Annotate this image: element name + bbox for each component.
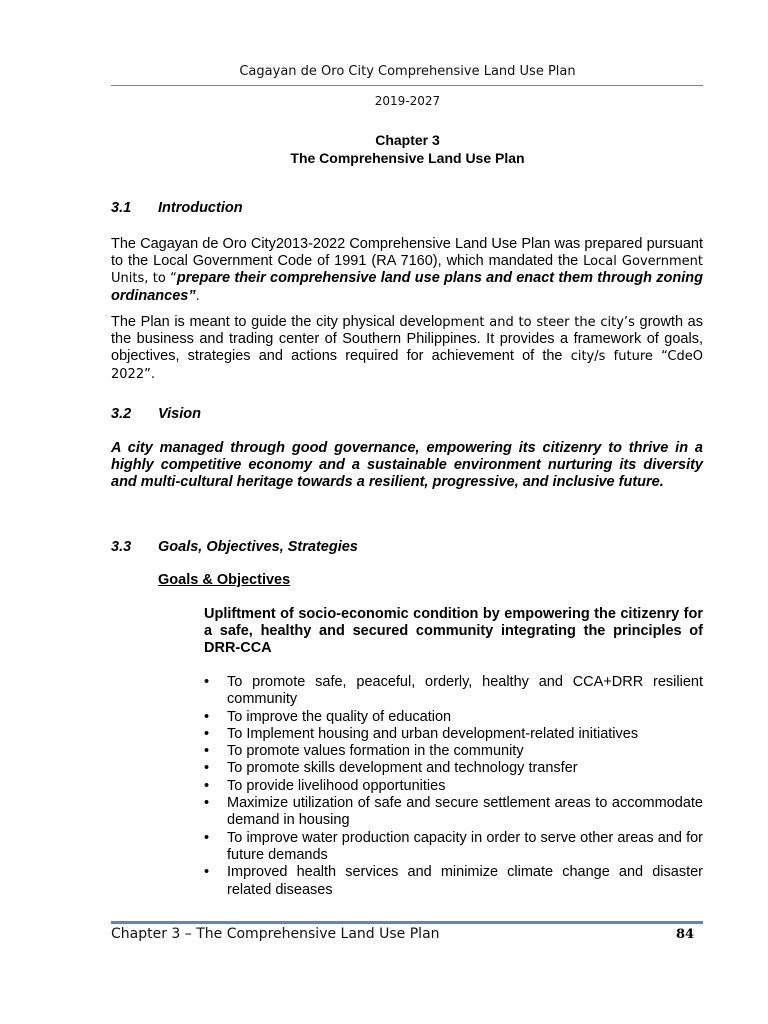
objective-text: To promote skills development and technology transfer <box>227 760 578 777</box>
list-item <box>204 709 703 726</box>
objective-text: Maximize utilization of safe and secure settlement areas to accommodate demand in housing <box>227 795 703 829</box>
list-item <box>204 795 703 830</box>
section-number-goals: 3.3 <box>111 539 132 555</box>
bullet-icon: • <box>204 708 210 725</box>
page-number: 84 <box>676 927 695 942</box>
bullet-icon: • <box>204 674 210 690</box>
list-item <box>204 743 703 760</box>
bullet-icon: • <box>204 829 210 846</box>
list-item <box>204 830 703 865</box>
list-item <box>204 674 703 709</box>
goals-subheading: Goals & Objectives <box>158 572 291 588</box>
bullet-icon: • <box>204 864 210 881</box>
objective-text: To promote values formation in the community <box>227 743 524 760</box>
intro-p1-end: . <box>195 287 200 304</box>
list-item <box>204 726 703 743</box>
bullet-icon: • <box>204 795 210 812</box>
bullet-icon: • <box>204 777 210 794</box>
intro-p2-text-b: pment and to steer the city’s <box>442 315 635 330</box>
bullet-icon: • <box>204 760 210 777</box>
chapter-title: The Comprehensive Land Use Plan <box>290 150 525 166</box>
footer-chapter-title: Chapter 3 – The Comprehensive Land Use Plan <box>111 926 440 942</box>
section-title-goals: Goals, Objectives, Strategies <box>158 539 358 555</box>
section-number-intro: 3.1 <box>111 200 132 216</box>
objectives-list <box>204 674 703 899</box>
intro-p1-lgu: Local Government Units, to “ <box>111 254 703 287</box>
plan-period: 2019-2027 <box>374 94 441 108</box>
section-title-intro: Introduction <box>158 200 243 216</box>
intro-p2-text-c: growth as the business and trading center of Southern Philippines. It provides a framework of goals, objectives, strategies and actions required for achievement of the <box>111 314 703 365</box>
list-item <box>204 760 703 777</box>
section-title-vision: Vision <box>158 406 201 422</box>
objective-text: To provide livelihood opportunities <box>227 777 446 794</box>
chapter-number: Chapter 3 <box>375 132 440 148</box>
intro-p2-text-a: The Plan is meant to guide the city physical develo <box>111 314 443 330</box>
intro-p2-text-d: city/s future “CdeO 2022”. <box>111 349 703 382</box>
running-header-title: Cagayan de Oro City Comprehensive Land Use Plan <box>239 64 576 79</box>
objective-text: To improve the quality of education <box>227 708 452 725</box>
list-item <box>204 778 703 795</box>
objective-text: Improved health services and minimize climate change and disaster related diseases <box>227 864 703 898</box>
footer-divider <box>111 921 703 924</box>
intro-p1-quote: prepare their comprehensive land use plans and enact them through zoning ordinances” <box>111 270 703 304</box>
objective-text: To Implement housing and urban development-related initiatives <box>227 725 639 742</box>
intro-p1-text: The Cagayan de Oro City2013-2022 Comprehensive Land Use Plan was prepared pursuant to the Local Government Code of 1991 (RA 7160), which mandated the <box>111 236 703 270</box>
bullet-icon: • <box>204 725 210 742</box>
objective-text: To improve water production capacity in order to serve other areas and for future demands <box>227 829 703 863</box>
intro-paragraph-2 <box>111 314 703 383</box>
intro-paragraph-1 <box>111 236 703 305</box>
vision-statement: A city managed through good governance, empowering its citizenry to thrive in a highly competitive economy and a sustainable environment nurturing its diversity and multi-cultural heritage towards a resilient, progressive, and inclusive future. <box>111 440 703 491</box>
bullet-icon: • <box>204 743 210 760</box>
objective-text: To promote safe, peaceful, orderly, healthy and CCA+DRR resilient community <box>227 674 703 708</box>
goal-statement: Upliftment of socio-economic condition by empowering the citizenry for a safe, healthy and secured community integrating the principles of DRR-CCA <box>204 606 703 657</box>
section-number-vision: 3.2 <box>111 406 132 422</box>
list-item <box>204 864 703 899</box>
header-divider <box>111 85 703 86</box>
